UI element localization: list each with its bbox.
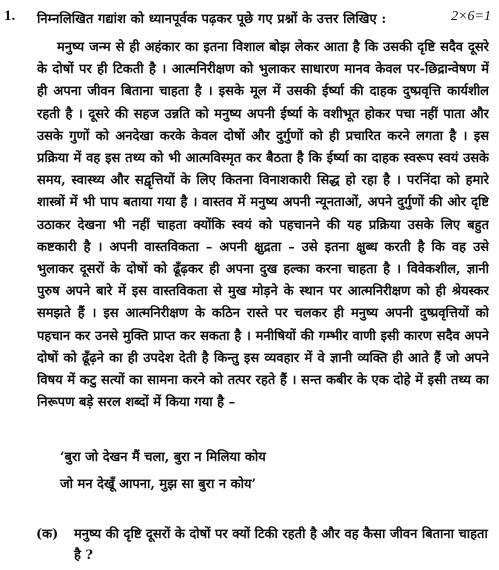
marks-label: 2×6=1 xyxy=(451,9,491,24)
sub-question-text: मनुष्य की दृष्टि दूसरों के दोषों पर क्यों टिकी रहती है और वह कैसा जीवन बिताना चाहता है ? xyxy=(74,527,488,563)
question-number: 1. xyxy=(4,8,16,24)
question-instruction: निम्नलिखित गद्यांश को ध्यानपूर्वक पढ़कर पूछे गए प्रश्नों के उत्तर लिखिए : xyxy=(37,12,387,27)
sub-question-label: (क) xyxy=(36,527,59,542)
poem-line: ‘बुरा जो देखन मैं चला, बुरा न मिलिया कोय xyxy=(60,450,266,465)
poem-block xyxy=(60,447,480,495)
poem-line: जो मन देखूँ आपना, मुझ सा बुरा न कोय’ xyxy=(60,477,257,492)
passage-text: मनुष्य जन्म से ही अहंकार का इतना विशाल बोझ लेकर आता है कि उसकी दृष्टि सदैव दूसरे के दोषों पर ही टिकती है । आत्मनिरीक्षण को भुलाकर साधारण मानव केवल पर-छिद्रान्वेषण में ही अपना जीवन बिताना चाहता है । इसके मूल में उसकी ईर्ष्या की दाहक दुष्प्रवृत्ति कार्यशील रहती है । दूसरे की सहज उन्नति को मनुष्य अपनी ईर्ष्या के वशीभूत होकर पचा नहीं पाता और उसके गुणों को अनदेखा करके केवल दोषों और दुर्गुणों को ही प्रचारित करने लगता है । इस प्रक्रिया में वह इस तथ्य को भी आत्मविस्मृत कर बैठता है कि ईर्ष्या का दाहक स्वरूप स्वयं उसके समय, स्वास्थ्य और सद्वृत्तियों के लिए कितना विनाशकारी सिद्ध हो रहा है । परनिंदा को हमारे शास्त्रों में भी पाप बताया गया है । वास्तव में मनुष्य अपनी न्यूनताओं, अपने दुर्गुणों की ओर दृष्टि उठाकर देखना भी नहीं चाहता क्योंकि स्वयं को पहचानने की यह प्रक्रिया उसके लिए बहुत कष्टकारी है । अपनी वास्तविकता – अपनी क्षुद्रता – उसे इतना क्षुब्ध करती है कि वह उसे भुलाकर दूसरों के दोषों को ढूँढ़कर ही अपना दुख हल्का करना चाहता है । विवेकशील, ज्ञानी पुरुष अपने बारे में इस वास्तविकता से मुख मोड़ने के स्थान पर आत्मनिरीक्षण को ही श्रेयस्कर समझते हैं । इस आत्मनिरीक्षण के कठिन रास्ते पर चलकर ही मनुष्य अपनी दुष्प्रवृत्तियों को पहचान कर उनसे मुक्ति प्राप्त कर सकता है । मनीषियों की गम्भीर वाणी इसी कारण सदैव अपने दोषों को ढूँढ़ने का ही उपदेश देती है किन्तु इस व्यवहार में वे ज्ञानी व्यक्ति ही आते हैं जो अपने विषय में कटु सत्यों का सामना करने को तत्पर रहते हैं । सन्त कबीर के एक दोहे में इसी तथ्य का निरूपण बड़े सरल शब्दों में किया गया है – xyxy=(37,40,489,411)
